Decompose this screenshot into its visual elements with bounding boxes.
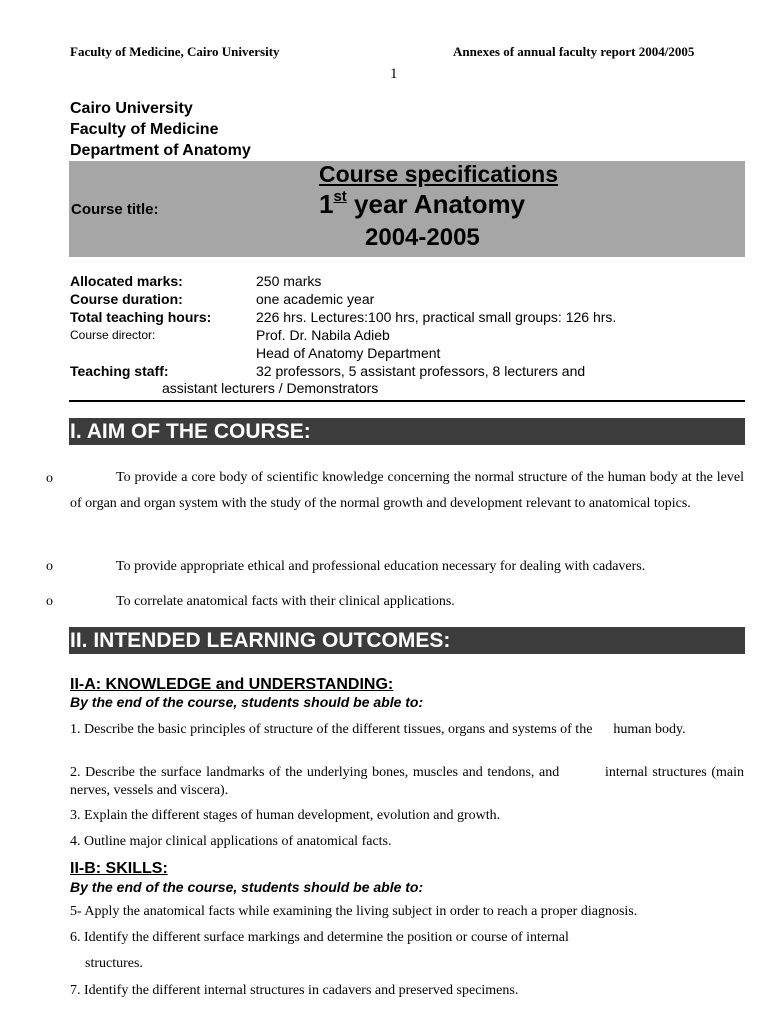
course-title-box [69,161,745,257]
skills-item-5: 5- Apply the anatomical facts while examining the living subject in order to reach a proper diagnosis. [70,904,638,919]
institution-university: Cairo University [70,100,193,117]
knowledge-item-4: 4. Outline major clinical applications of anatomical facts. [70,834,392,849]
director-label: Course director: [70,328,156,342]
marks-value: 250 marks [256,273,322,289]
director-role: Head of Anatomy Department [256,345,441,361]
bullet-icon: o [46,471,53,486]
institution-faculty: Faculty of Medicine [70,121,219,138]
page-number: 1 [390,66,398,82]
aim-item-3: To correlate anatomical facts with their clinical applications. [116,594,455,609]
running-header-left: Faculty of Medicine, Cairo University [70,44,280,59]
marks-label: Allocated marks: [70,273,183,289]
aim-item-1-text: To provide a core body of scientific knowledge concerning the normal structure of the human body at the level of organ and organ system with the study of the normal growth and development relevant to anatomical topics. [70,470,744,511]
bullet-icon: o [46,594,53,609]
skills-intro: By the end of the course, students should be able to: [70,879,424,895]
hours-label: Total teaching hours: [70,309,212,325]
knowledge-item-1: 1. Describe the basic principles of structure of the different tissues, organs and systems of the human body. [70,722,686,737]
institution-department: Department of Anatomy [70,142,251,159]
knowledge-heading: II-A: KNOWLEDGE and UNDERSTANDING: [70,676,394,693]
knowledge-intro: By the end of the course, students should be able to: [70,694,424,710]
bullet-icon: o [46,559,53,574]
course-year-title [319,189,525,220]
skills-item-6-continued: structures. [85,956,143,971]
duration-value: one academic year [256,291,375,307]
year-number: 1 [319,189,334,219]
director-value: Prof. Dr. Nabila Adieb [256,327,390,343]
academic-year-span: 2004-2005 [365,224,480,251]
skills-item-6: 6. Identify the different surface markings and determine the position or course of internal [70,930,569,945]
running-header-right: Annexes of annual faculty report 2004/2005 [453,44,695,59]
section-divider [69,400,745,402]
aim-item-1 [70,465,744,517]
course-title-label: Course title: [71,201,159,218]
skills-item-7: 7. Identify the different internal structures in cadavers and preserved specimens. [70,983,519,998]
duration-label: Course duration: [70,291,183,307]
knowledge-item-2: 2. Describe the surface landmarks of the underlying bones, muscles and tendons, and internal structures (main nerves, vessels and viscera). [70,765,748,798]
knowledge-item-3: 3. Explain the different stages of human development, evolution and growth. [70,808,501,823]
aim-item-2: To provide appropriate ethical and professional education necessary for dealing with cadavers. [116,559,646,574]
hours-value: 226 hrs. Lectures:100 hrs, practical small groups: 126 hrs. [256,309,617,325]
year-course-name: year Anatomy [346,189,526,219]
course-specifications-title: Course specifications [319,161,559,187]
skills-heading: II-B: SKILLS: [70,860,168,877]
ilo-heading: II. INTENDED LEARNING OUTCOMES: [69,627,745,654]
staff-label: Teaching staff: [70,363,169,379]
aim-heading: I. AIM OF THE COURSE: [69,418,745,445]
staff-value-continued: assistant lecturers / Demonstrators [162,380,379,396]
year-ordinal: st [333,188,347,205]
staff-value: 32 professors, 5 assistant professors, 8 lecturers and [256,363,586,379]
